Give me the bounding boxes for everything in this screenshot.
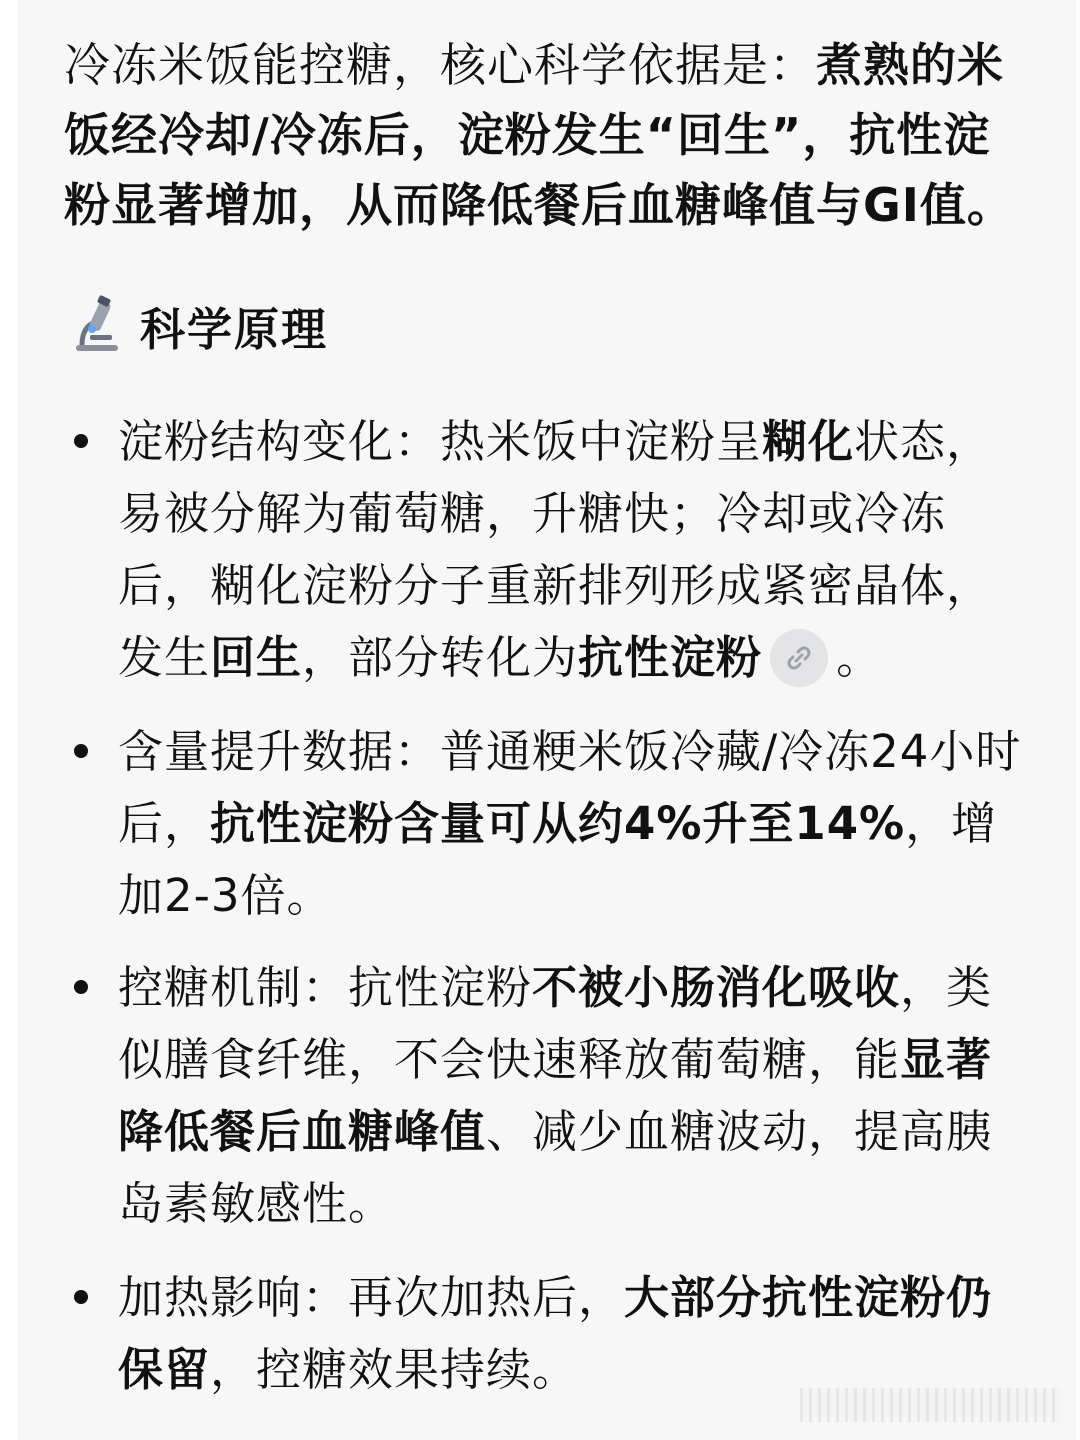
list-item: [118, 406, 1028, 694]
bullet-text: 状态，易被分解为葡萄糖，升糖快；冷却或冷冻后，糊化淀粉分子重新排列形成紧密晶体，发生: [118, 415, 993, 684]
link-icon: [784, 643, 814, 673]
section-title: 科学原理: [140, 302, 329, 356]
bullet-dot: [74, 980, 88, 994]
list-item: [118, 1262, 1028, 1406]
bullet-text: 。: [836, 631, 883, 684]
bullet-text: 控糖机制：抗性淀粉: [118, 961, 533, 1014]
bullet-bold: 显著降低餐后血糖峰值: [118, 1033, 993, 1158]
bullet-bold: 大部分抗性淀粉仍保留: [118, 1271, 993, 1396]
bullet-text: ，增加2-3倍。: [118, 797, 998, 922]
intro-paragraph: [64, 30, 1024, 240]
bullet-dot: [74, 1290, 88, 1304]
watermark: [800, 1388, 1060, 1422]
section-heading: [68, 290, 328, 360]
bullet-bold: 不被小肠消化吸收: [532, 961, 901, 1014]
bullet-text: 淀粉结构变化：热米饭中淀粉呈: [118, 415, 763, 468]
bullet-bold: 抗性淀粉: [578, 631, 763, 684]
bullet-text: 含量提升数据：普通粳米饭冷藏/冷冻24小时后，: [118, 725, 1022, 850]
list-item: [118, 952, 1028, 1240]
bullet-text: 、减少血糖波动，提高胰岛素敏感性。: [118, 1105, 993, 1230]
bullet-text: ，控糖效果持续。: [210, 1343, 579, 1396]
answer-card: [18, 0, 1076, 1440]
microscope-icon: [68, 295, 126, 355]
bullet-dot: [74, 434, 88, 448]
bullet-bold: 糊化: [762, 415, 855, 468]
intro-bold: 煮熟的米饭经冷却/冷冻后，淀粉发生“回生”，抗性淀粉显著增加，从而降低餐后血糖峰值与GI值。: [64, 38, 1014, 232]
bullet-bold: 抗性淀粉含量可从约4%升至14%: [210, 797, 906, 850]
intro-plain: 冷冻米饭能控糖，核心科学依据是：: [64, 38, 816, 92]
list-item: [118, 716, 1028, 932]
bullet-dot: [74, 744, 88, 758]
bullet-text: 加热影响：再次加热后，: [118, 1271, 625, 1324]
citation-link-button[interactable]: [770, 629, 828, 687]
bullet-bold: 回生: [210, 631, 303, 684]
bullet-text: ，部分转化为: [302, 631, 579, 684]
bullet-text: ，类似膳食纤维，不会快速释放葡萄糖，能: [118, 961, 993, 1086]
